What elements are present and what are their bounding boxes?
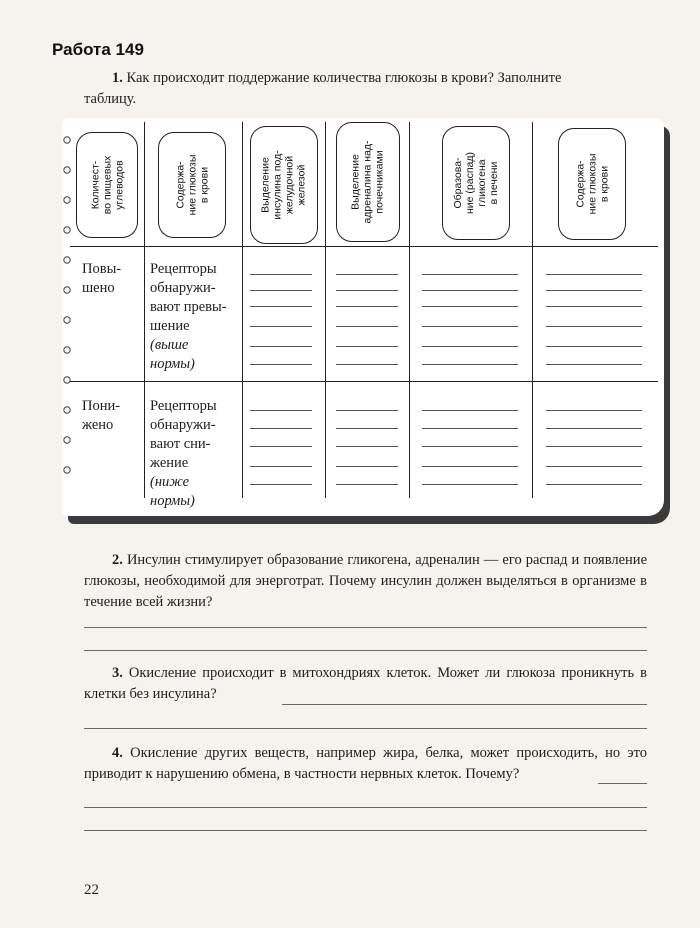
table-answer-blank[interactable] bbox=[422, 326, 518, 327]
question-1-text-a: Как происходит поддержание количества глюкозы в крови? Заполните bbox=[126, 70, 562, 86]
answer-line[interactable] bbox=[84, 830, 647, 831]
table-answer-blank[interactable] bbox=[336, 484, 398, 485]
table-card bbox=[62, 118, 664, 516]
table-answer-blank[interactable] bbox=[546, 446, 642, 447]
header-blood-glucose-result: Содержа- ние глюкозы в крови bbox=[558, 128, 626, 240]
answer-line[interactable] bbox=[84, 627, 647, 628]
table-answer-blank[interactable] bbox=[546, 346, 642, 347]
table-answer-blank[interactable] bbox=[336, 274, 398, 275]
receptor-line: обнаружи- bbox=[150, 280, 216, 296]
column-divider bbox=[532, 122, 533, 498]
page-title: Работа 149 bbox=[52, 40, 144, 59]
row-divider bbox=[70, 381, 658, 382]
table-answer-blank[interactable] bbox=[546, 326, 642, 327]
table-answer-blank[interactable] bbox=[422, 446, 518, 447]
table-answer-blank[interactable] bbox=[546, 274, 642, 275]
question-4 bbox=[84, 743, 647, 785]
table-answer-blank[interactable] bbox=[422, 466, 518, 467]
question-1 bbox=[84, 68, 644, 110]
table-answer-blank[interactable] bbox=[422, 428, 518, 429]
table-answer-blank[interactable] bbox=[336, 290, 398, 291]
table-answer-blank[interactable] bbox=[422, 290, 518, 291]
column-divider bbox=[242, 122, 243, 498]
table-answer-blank[interactable] bbox=[546, 410, 642, 411]
table-answer-blank[interactable] bbox=[546, 290, 642, 291]
table-answer-blank[interactable] bbox=[336, 306, 398, 307]
header-glycogen-liver: Образова- ние (распад) гликогена в печени bbox=[442, 126, 510, 240]
receptor-line: шение bbox=[150, 318, 190, 334]
question-2 bbox=[84, 550, 647, 613]
table-answer-blank[interactable] bbox=[422, 410, 518, 411]
header-insulin-release: Выделение инсулина под- желудочной железой bbox=[250, 126, 318, 244]
header-blood-glucose: Содержа- ние глюкозы в крови bbox=[158, 132, 226, 238]
answer-line[interactable] bbox=[84, 807, 647, 808]
table-answer-blank[interactable] bbox=[422, 306, 518, 307]
question-3-text: Окисление происходит в митохондриях клеток. Может ли глюкоза проникнуть в клетки без инсулина? bbox=[84, 665, 647, 702]
table-answer-blank[interactable] bbox=[250, 306, 312, 307]
table-answer-blank[interactable] bbox=[250, 274, 312, 275]
header-adrenaline-release: Выделение адреналина над- почечниками bbox=[336, 122, 400, 242]
table-answer-blank[interactable] bbox=[336, 326, 398, 327]
question-3 bbox=[84, 663, 647, 705]
table-answer-blank[interactable] bbox=[250, 466, 312, 467]
column-divider bbox=[144, 122, 145, 498]
table-answer-blank[interactable] bbox=[250, 364, 312, 365]
table-answer-blank[interactable] bbox=[250, 290, 312, 291]
question-1-text-b: таблицу. bbox=[84, 91, 137, 107]
question-2-number: 2. bbox=[112, 552, 123, 568]
receptor-line: Рецепторы bbox=[150, 398, 217, 414]
receptor-line: (ниже bbox=[150, 474, 190, 490]
table-answer-blank[interactable] bbox=[336, 346, 398, 347]
answer-line[interactable] bbox=[84, 650, 647, 651]
header-food-carbs: Количест- во пищевых углеводов bbox=[76, 132, 138, 238]
header-row-divider bbox=[70, 246, 658, 247]
table-answer-blank[interactable] bbox=[336, 410, 398, 411]
table-answer-blank[interactable] bbox=[250, 446, 312, 447]
receptor-line: жение bbox=[150, 455, 189, 471]
table-answer-blank[interactable] bbox=[546, 306, 642, 307]
table-answer-blank[interactable] bbox=[422, 484, 518, 485]
answer-line[interactable] bbox=[282, 704, 647, 705]
receptor-line: обнаружи- bbox=[150, 417, 216, 433]
answer-line[interactable] bbox=[598, 783, 647, 784]
table-answer-blank[interactable] bbox=[250, 346, 312, 347]
receptor-line: Рецепторы bbox=[150, 261, 217, 277]
receptor-line: вают сни- bbox=[150, 436, 211, 452]
receptor-line: нормы) bbox=[150, 493, 195, 509]
question-1-number: 1. bbox=[112, 70, 123, 86]
table-answer-blank[interactable] bbox=[336, 364, 398, 365]
table-answer-blank[interactable] bbox=[336, 446, 398, 447]
receptor-line: вают превы- bbox=[150, 299, 227, 315]
row-increased-receptors bbox=[150, 260, 227, 374]
question-4-number: 4. bbox=[112, 745, 123, 761]
row-decreased-amount: Пони- жено bbox=[82, 398, 121, 433]
question-2-text: Инсулин стимулирует образование гликогена, адреналин — его распад и появление глюкозы, необходимой для энерготрат. Почему инсулин должен выделяться в организме в течение всей жизни? bbox=[84, 552, 647, 610]
table-answer-blank[interactable] bbox=[250, 326, 312, 327]
row-decreased-receptors bbox=[150, 397, 217, 511]
table-answer-blank[interactable] bbox=[250, 428, 312, 429]
table-answer-blank[interactable] bbox=[546, 484, 642, 485]
column-divider bbox=[325, 122, 326, 498]
table-answer-blank[interactable] bbox=[250, 484, 312, 485]
question-3-number: 3. bbox=[112, 665, 123, 681]
table-answer-blank[interactable] bbox=[546, 364, 642, 365]
table-answer-blank[interactable] bbox=[422, 274, 518, 275]
page-number: 22 bbox=[84, 882, 99, 898]
table-answer-blank[interactable] bbox=[336, 428, 398, 429]
answer-line[interactable] bbox=[84, 728, 647, 729]
table-answer-blank[interactable] bbox=[250, 410, 312, 411]
column-divider bbox=[409, 122, 410, 498]
question-4-text: Окисление других веществ, например жира, белка, может происходить, но это приводит к нарушению обмена, в частности нервных клеток. Почему? bbox=[84, 745, 647, 782]
row-increased-amount: Повы- шено bbox=[82, 261, 122, 296]
table-answer-blank[interactable] bbox=[422, 346, 518, 347]
table-answer-blank[interactable] bbox=[422, 364, 518, 365]
receptor-line: (выше bbox=[150, 337, 189, 353]
receptor-line: нормы) bbox=[150, 356, 195, 372]
table-answer-blank[interactable] bbox=[546, 466, 642, 467]
table-answer-blank[interactable] bbox=[336, 466, 398, 467]
table-answer-blank[interactable] bbox=[546, 428, 642, 429]
